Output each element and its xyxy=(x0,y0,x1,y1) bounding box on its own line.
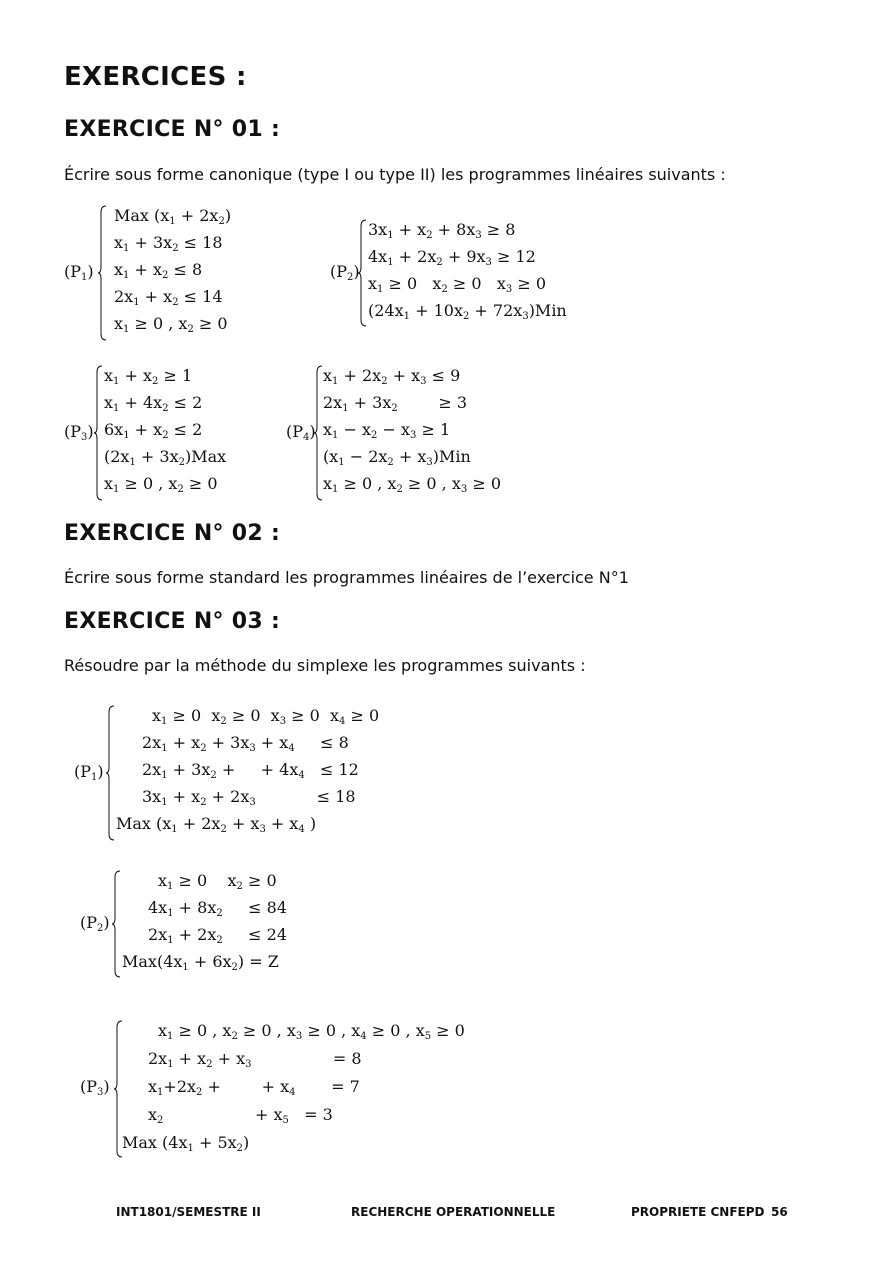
ex3-system-p1 xyxy=(74,704,380,842)
constraint-line: $2x_1 + 2x_2$ ≤ 24 xyxy=(148,925,288,946)
brace-symbol xyxy=(106,704,116,842)
ex3-system-p2 xyxy=(80,869,310,979)
constraint-line: $x_1 \ge 0$ , $x_2 \ge 0$ xyxy=(114,314,228,335)
constraint-line: $2x_1 + x_2 \le 14$ xyxy=(114,287,223,308)
constraint-line: $3x_1 + x_2 + 2x_3$ ≤ 18 xyxy=(142,787,356,808)
system-label: $(P_4)$ xyxy=(286,422,316,443)
constraint-line: $x_1 \ge 0$ , $x_2 \ge 0$ , $x_3 \ge 0$ , $x_4 \ge 0$ , $x_5 \ge 0$ xyxy=(158,1021,465,1042)
constraint-line: $x_1 \ge 0$ $x_2 \ge 0$ $x_3 \ge 0$ $x_4 \ge 0$ xyxy=(152,706,380,727)
footer-course-code: INT1801/SEMESTRE II xyxy=(116,1205,261,1219)
exercise-2-heading: EXERCICE N° 02 : xyxy=(64,521,281,546)
brace-symbol xyxy=(112,869,122,979)
constraint-line: $x_2$ + $x_5 = 3$ xyxy=(148,1105,333,1126)
exercise-2-instruction: Écrire sous forme standard les programmes linéaires de l’exercice N°1 xyxy=(64,568,629,587)
constraint-line: Max $(x_1 + 2x_2)$ xyxy=(114,206,232,227)
constraint-line: $x_1 \ge 0$ $x_2 \ge 0$ $x_3 \ge 0$ xyxy=(368,274,547,295)
system-label: $(P_2)$ xyxy=(80,913,110,934)
constraint-line: $x_1 + 3x_2 \le 18$ xyxy=(114,233,223,254)
footer-page-number: 56 xyxy=(771,1205,788,1219)
constraint-line: $2x_1 + 3x_2$ ≥ 3 xyxy=(323,393,468,414)
constraint-line: Max ($x_1 + 2x_2 + x_3 + x_4$ ) xyxy=(116,814,317,835)
constraint-line: $(x_1 - 2x_2 + x_3)Min$ xyxy=(323,447,471,468)
ex1-system-p1 xyxy=(64,204,304,342)
exercise-3-heading: EXERCICE N° 03 : xyxy=(64,609,281,634)
footer-course-title: RECHERCHE OPERATIONNELLE xyxy=(351,1205,556,1219)
constraint-line: $x_1+2x_2$ + + $x_4$ = 7 xyxy=(148,1077,360,1098)
system-label: $(P_3)$ xyxy=(64,422,94,443)
system-label: $(P_1)$ xyxy=(64,262,94,283)
constraint-line: $x_1 + x_2 \ge 1$ xyxy=(104,366,193,387)
constraint-line: $2x_1 + 3x_2$ + + $4x_4 \le 12$ xyxy=(142,760,359,781)
footer-owner: PROPRIETE CNFEPD xyxy=(631,1205,765,1219)
constraint-line: Max $(4x_1 + 5x_2)$ xyxy=(122,1133,250,1154)
constraint-line: $(24x_1 + 10x_2 + 72x_3)Min$ xyxy=(368,301,567,322)
constraint-line: $6x_1 + x_2 \le 2$ xyxy=(104,420,203,441)
constraint-line: $4x_1 + 8x_2$ ≤ 84 xyxy=(148,898,288,919)
constraint-line: $(2x_1 + 3x_2)Max$ xyxy=(104,447,227,468)
page-title: EXERCICES : xyxy=(64,62,247,92)
constraint-line: $x_1 + x_2 \le 8$ xyxy=(114,260,203,281)
constraint-line: $x_1 \ge 0$ , $x_2 \ge 0$ , $x_3 \ge 0$ xyxy=(323,474,502,495)
exercise-3-instruction: Résoudre par la méthode du simplexe les programmes suivants : xyxy=(64,656,586,675)
constraint-line: $x_1 + 2x_2 + x_3 \le 9$ xyxy=(323,366,461,387)
constraint-line: $x_1 - x_2 - x_3 \ge 1$ xyxy=(323,420,451,441)
ex1-system-p2 xyxy=(330,218,590,328)
system-label: $(P_2)$ xyxy=(330,262,360,283)
constraint-line: $x_1 \ge 0$ $x_2 \ge 0$ xyxy=(158,871,277,892)
constraint-line: $3x_1 + x_2 + 8x_3 \ge 8$ xyxy=(368,220,516,241)
constraint-line: $x_1 \ge 0$ , $x_2 \ge 0$ xyxy=(104,474,218,495)
constraint-line: $x_1 + 4x_2 \le 2$ xyxy=(104,393,203,414)
ex1-system-p3 xyxy=(64,364,264,502)
constraint-line: $Max(4x_1 + 6x_2) = Z$ xyxy=(122,952,279,973)
constraint-line: $2x_1 + x_2 + 3x_3 + x_4$ ≤ 8 xyxy=(142,733,349,754)
system-label: $(P_3)$ xyxy=(80,1077,110,1098)
constraint-line: $4x_1 + 2x_2 + 9x_3 \ge 12$ xyxy=(368,247,536,268)
constraint-line: $2x_1 + x_2 + x_3$ = 8 xyxy=(148,1049,362,1070)
brace-symbol xyxy=(98,204,108,342)
ex1-system-p4 xyxy=(286,364,526,502)
brace-symbol xyxy=(94,364,104,502)
ex3-system-p3 xyxy=(80,1019,465,1159)
system-label: $(P_1)$ xyxy=(74,762,104,783)
brace-symbol xyxy=(358,218,368,328)
exercise-1-heading: EXERCICE N° 01 : xyxy=(64,117,281,142)
exercise-1-instruction: Écrire sous forme canonique (type I ou type II) les programmes linéaires suivants : xyxy=(64,165,726,184)
